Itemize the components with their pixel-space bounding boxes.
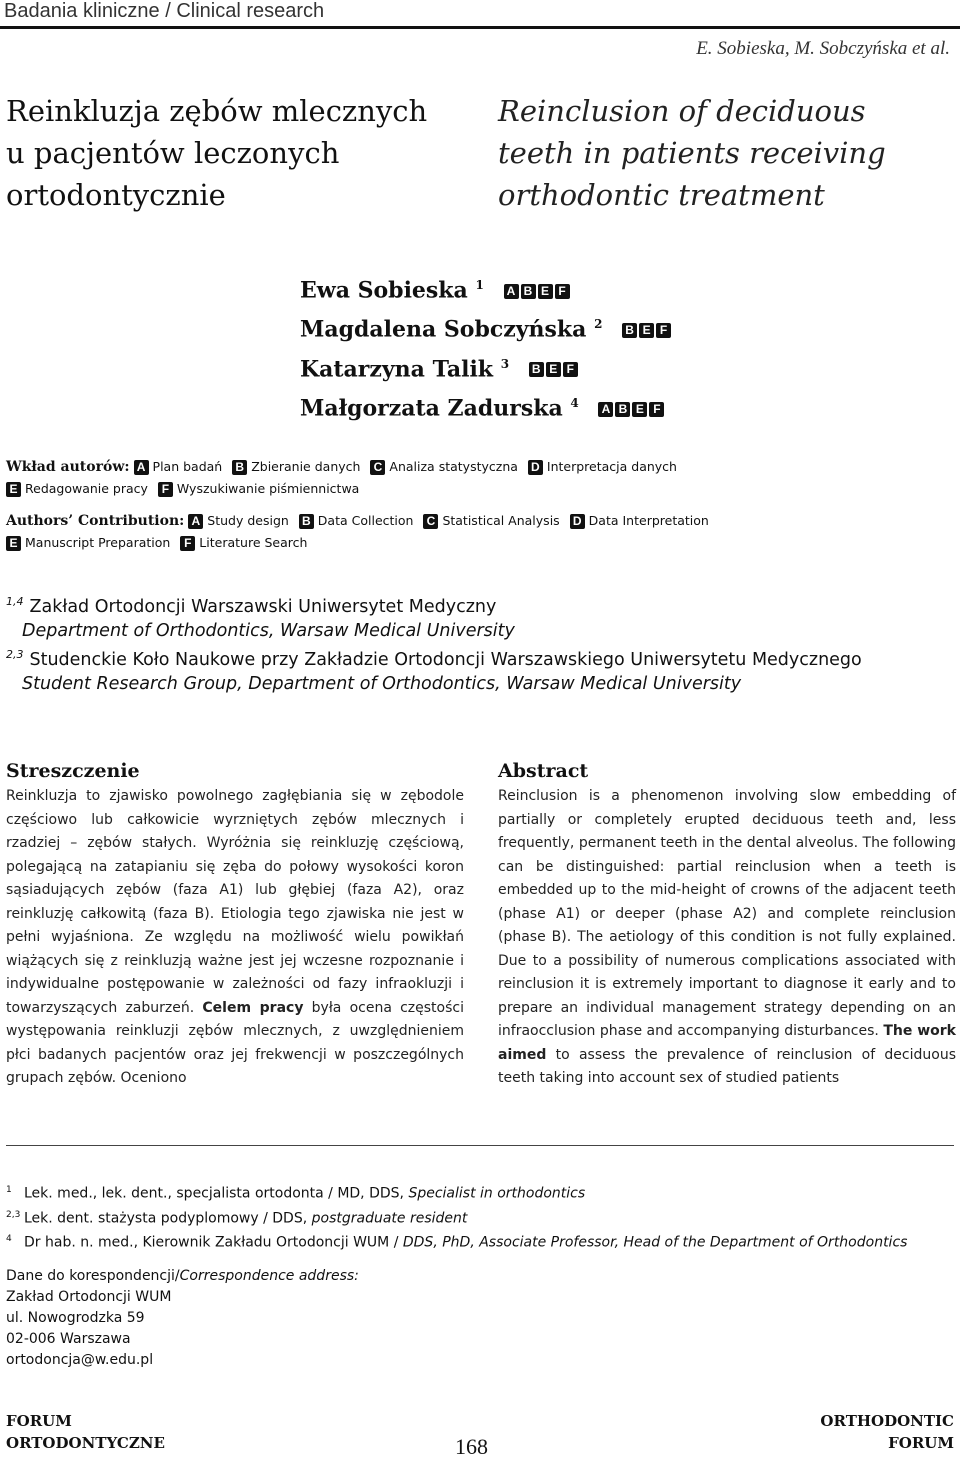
contribution-en-label: Authors’ Contribution: [6,513,185,529]
footnotes [6,1180,907,1254]
contribution-pl-row-2 [6,478,683,499]
author-sup: 1 [475,278,484,292]
journal-line: ORTODONTYCZNE [6,1434,165,1452]
running-authors: E. Sobieska, M. Sobczyńska et al. [696,38,950,59]
contribution-badge: F [180,536,195,551]
contribution-badge: F [158,482,173,497]
contribution-en [6,510,715,553]
affiliation-text: Studenckie Koło Naukowe przy Zakładzie Ortodoncji Warszawskiego Uniwersytetu Medycznego [29,649,862,670]
author-name: Ewa Sobieska [300,277,468,304]
contribution-text: Manuscript Preparation [25,535,171,550]
contribution-badge: D [528,460,543,475]
address-line: ul. Nowogrodzka 59 [6,1310,145,1326]
contribution-badge: E [639,323,654,338]
author-list [300,268,671,425]
contribution-badge: F [649,402,664,417]
contribution-badge: E [546,362,561,377]
contribution-badge: F [563,362,578,377]
contribution-badge: B [622,323,637,338]
footnote-sup: 1 [6,1185,12,1195]
footnote-text: Dr hab. n. med., Kierownik Zakładu Ortodoncji WUM / [24,1234,403,1251]
contribution-badge: A [188,514,203,529]
affiliations [6,590,862,696]
contribution-badge: B [299,514,314,529]
contribution-badge: A [134,460,149,475]
abstract-text: była ocena częstości występowania reinkluzji zębów mlecznych, z uwzględnieniem płci badanych pacjentów oraz jej frekwencji w poszczególnych grupach zębów. Oceniono [6,999,464,1086]
abstract-bold: Celem pracy [202,999,304,1016]
contribution-badge: B [521,284,536,299]
abstract-pl-heading: Streszczenie [6,760,140,782]
affiliation-pl [6,590,862,619]
journal-line: ORTHODONTIC [820,1412,954,1430]
footnote-text: Lek. dent. stażysta podyplomowy / DDS, [24,1210,312,1227]
footnote [6,1229,907,1254]
contribution-en-row-2 [6,532,715,553]
journal-name-en [820,1410,954,1454]
contribution-pl-row-1 [6,456,683,478]
author [300,347,671,386]
author-badges [596,395,664,421]
author-badges [620,317,671,343]
footnote-rule [6,1145,954,1146]
contribution-en-row-1 [6,510,715,532]
footnote-italic: Specialist in orthodontics [408,1185,586,1202]
contribution-badge: E [6,482,21,497]
contribution-text: Data Collection [317,513,414,528]
footnote-italic: DDS, PhD, Associate Professor, Head of the Department of Orthodontics [402,1234,908,1251]
contribution-badge: E [6,536,21,551]
correspondence [6,1266,359,1371]
contribution-text: Redagowanie pracy [25,481,148,496]
author [300,268,671,307]
author [300,386,671,425]
journal-line: FORUM [6,1412,72,1430]
contribution-badge: C [423,514,438,529]
footnote-text: Lek. med., lek. dent., specjalista ortodonta / MD, DDS, [24,1185,409,1202]
contribution-text: Statistical Analysis [442,513,560,528]
title-en-line: Reinclusion of deciduous [498,94,866,128]
abstract-bold: The work aimed [498,1023,956,1063]
contribution-text: Study design [207,513,289,528]
affiliation-sup: 2,3 [6,647,24,661]
contribution-badge: A [598,402,613,417]
contribution-badge: B [615,402,630,417]
contribution-badge: E [538,284,553,299]
title-pl-line: Reinkluzja zębów mlecznych [6,94,428,128]
affiliation-en: Department of Orthodontics, Warsaw Medical University [22,620,515,641]
contribution-badge: C [370,460,385,475]
contribution-badge: E [632,402,647,417]
contribution-pl [6,456,683,499]
contribution-text: Literature Search [199,535,308,550]
abstract-pl-body [6,785,464,1091]
author-sup: 3 [500,356,510,371]
contribution-badge: A [504,284,519,299]
contribution-badge: B [529,362,544,377]
correspondence-label-en: Correspondence address: [179,1268,359,1284]
affiliation-text: Zakład Ortodoncji Warszawski Uniwersytet Medyczny [29,596,497,617]
contribution-text: Zbieranie danych [251,459,361,474]
abstract-en-body [498,785,956,1091]
footnote [6,1205,907,1230]
correspondence-label [6,1266,359,1287]
address-line: 02-006 Warszawa [6,1331,131,1347]
footnote [6,1180,907,1205]
abstract-en-heading: Abstract [498,760,589,782]
contribution-badge: F [555,284,570,299]
author-badges [502,277,570,303]
abstract-text: Reinclusion is a phenomenon involving slow embedding of partially or completely erupted deciduous teeth and, less frequently, permanent teeth in the dental alveolus. The following can be distinguished: partial reinclusion when a teeth is embedded up to the mid-height of crowns of the adjacent teeth (phase A1) or deeper (phase A2) and complete reinclusion (phase B). The aetiology of this condition is not fully explained. Due to a possibility of numerous complications associated with reinclusion it is extremely important to diagnose it early and to prepare an individual management strategy depending on an infraocclusion phase and accompanying disturbances. [498,788,956,1039]
section-label: Badania kliniczne / Clinical research [4,0,325,22]
abstract-text: to assess the prevalence of reinclusion of deciduous teeth taking into account sex of studied patients [498,1046,956,1086]
contribution-text: Analiza statystyczna [389,459,518,474]
address-line: Zakład Ortodoncji WUM [6,1289,172,1305]
page-number: 168 [455,1434,488,1459]
author-sup: 2 [594,317,603,332]
title-pl-line: ortodontycznie [6,178,226,212]
contribution-text: Wyszukiwanie piśmiennictwa [176,481,360,496]
email-link[interactable]: ortodoncja@w.edu.pl [6,1352,154,1368]
header-rule [0,26,960,29]
contribution-badge: F [656,323,671,338]
footnote-sup: 2,3 [6,1209,21,1220]
affiliation-pl [6,643,862,672]
author-name: Małgorzata Zadurska [300,395,563,422]
author [300,307,671,346]
author-sup: 4 [570,395,579,410]
journal-line: FORUM [888,1434,954,1452]
author-badges [527,356,578,382]
author-name: Katarzyna Talik [300,355,494,382]
title-pl-line: u pacjentów leczonych [6,136,340,170]
contribution-badge: D [570,514,585,529]
contribution-pl-label: Wkład autorów: [6,459,130,475]
affiliation-en: Student Research Group, Department of Orthodontics, Warsaw Medical University [22,673,742,694]
contribution-text: Interpretacja danych [546,459,677,474]
contribution-text: Data Interpretation [588,513,709,528]
correspondence-label-pl: Dane do korespondencji/ [6,1268,180,1284]
title-en-line: orthodontic treatment [498,178,825,212]
footnote-sup: 4 [6,1234,12,1245]
contribution-badge: B [232,460,247,475]
journal-name-pl [6,1410,165,1454]
title-polish [6,90,476,216]
affiliation-sup: 1,4 [6,595,24,608]
abstract-text: Reinkluzja to zjawisko powolnego zagłębiania się w zębodole częściowo lub całkowicie wyrzniętych zębów mlecznych i rzadziej – zębów stałych. Wyróżnia się reinkluzję częściową, polegającą na zatapianiu się zęba do połowy wysokości koron sąsiadujących zębów (faza A1) lub głębiej (faza A2), oraz reinkluzję całkowitą (faza B). Etiologia tego zjawiska nie jest w pełni wyjaśniona. Ze względu na możliwość wielu powikłań wiążących się z reinkluzją ważne jest jej wczesne rozpoznanie i indywidualne postępowanie w zależności od fazy infraokluzji i towarzyszących zaburzeń. [6,788,464,1016]
title-english [498,90,948,216]
footnote-italic: postgraduate resident [311,1210,468,1227]
contribution-text: Plan badań [152,459,223,474]
author-name: Magdalena Sobczyńska [300,316,587,343]
title-en-line: teeth in patients receiving [498,136,886,170]
